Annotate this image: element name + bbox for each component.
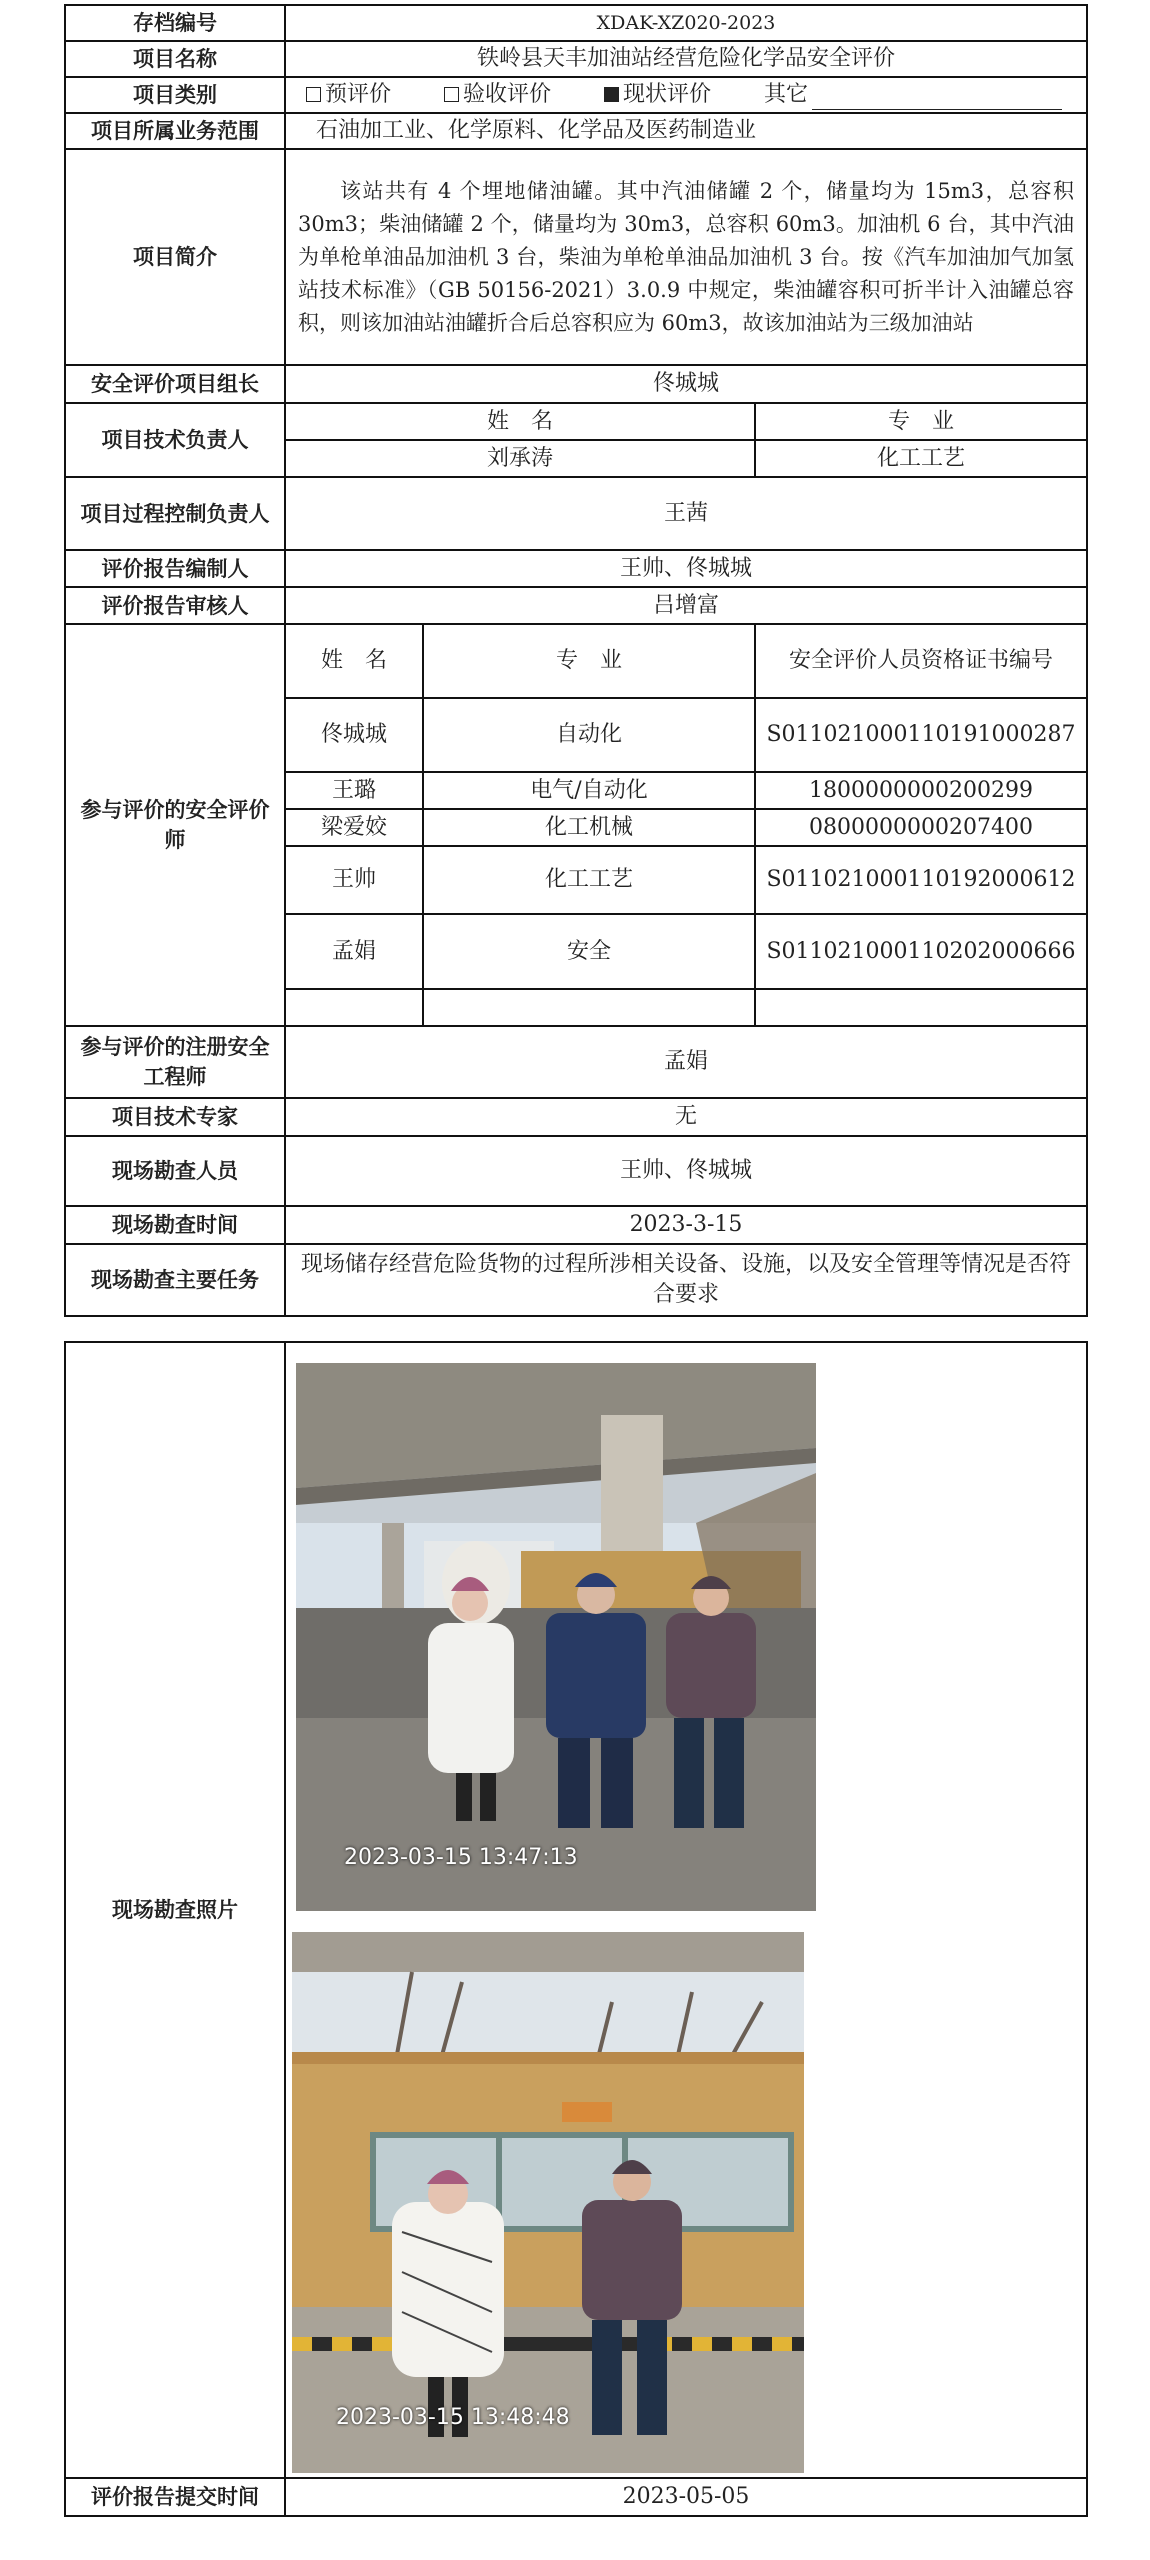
assessor-cert: 1800000000200299 [755, 772, 1087, 809]
assessor-major: 化工机械 [423, 809, 755, 846]
assessor-name: 王璐 [285, 772, 423, 809]
project-category-options [285, 77, 1087, 113]
team-leader-label: 安全评价项目组长 [65, 365, 285, 403]
reg-engineer-label: 参与评价的注册安全工程师 [65, 1026, 285, 1098]
team-leader-value: 佟城城 [285, 365, 1087, 403]
assessor-name: 王帅 [285, 846, 423, 914]
process-lead-value: 王茜 [285, 477, 1087, 550]
tech-expert-value: 无 [285, 1098, 1087, 1136]
assessor-cert [755, 914, 1087, 989]
site-photos-label: 现场勘查照片 [65, 1342, 285, 2478]
project-intro-value [285, 149, 1087, 365]
category-other-blank[interactable] [812, 89, 1062, 110]
tech-lead-name: 刘承涛 [285, 440, 755, 477]
checkbox-acceptance[interactable] [444, 87, 459, 102]
process-lead-label: 项目过程控制负责人 [65, 477, 285, 550]
site-photo-1 [296, 1363, 816, 1911]
site-photo-2-timestamp: 2023-03-15 13:48:48 [336, 2405, 570, 2430]
info-table [64, 4, 1088, 1317]
assessor-cert: 0800000000207400 [755, 809, 1087, 846]
site-time-value: 2023-3-15 [285, 1206, 1087, 1244]
project-name-label: 项目名称 [65, 41, 285, 77]
category-option-current-text: 现状评价 [623, 82, 712, 107]
site-photo-1-timestamp: 2023-03-15 13:47:13 [344, 1845, 578, 1870]
project-intro-text: 该站共有 4 个埋地储油罐。其中汽油储罐 2 个，储量均为 15m3，总容积 30m3；柴油储罐 2 个，储量均为 30m3，总容积 60m3。加油机 6 台，其中汽油为单枪单油品加油机 3 台，柴油为单枪单油品加油机 3 台。按《汽车加油加气加氢站技术标准》（GB 50156-2021）3.0.9 中规定，柴油罐容积可折半计入油罐总容积，则该加油站油罐折合后总容积应为 60m3，故该加油站为三级加油站 [298, 178, 1074, 335]
assessor-major-empty [423, 989, 755, 1026]
site-photo-1-image [296, 1363, 816, 1911]
category-option-pre-text: 预评价 [325, 82, 392, 107]
assessor-name: 佟城城 [285, 698, 423, 772]
category-option-acceptance[interactable] [444, 80, 551, 110]
site-staff-label: 现场勘查人员 [65, 1136, 285, 1206]
checkbox-pre[interactable] [306, 87, 321, 102]
assessors-header-name: 姓 名 [285, 624, 423, 698]
category-option-current[interactable] [604, 80, 711, 110]
assessor-major: 电气/自动化 [423, 772, 755, 809]
assessor-cert-text: S011021000110191000287 [766, 722, 1076, 747]
site-photos-cell [285, 1342, 1087, 2478]
assessor-cert [755, 846, 1087, 914]
project-category-label: 项目类别 [65, 77, 285, 113]
category-other [764, 82, 1062, 107]
assessor-name: 孟娟 [285, 914, 423, 989]
site-photo-2 [292, 1932, 804, 2473]
reviewer-label: 评价报告审核人 [65, 587, 285, 624]
site-time-label: 现场勘查时间 [65, 1206, 285, 1244]
project-intro-label: 项目简介 [65, 149, 285, 365]
tech-expert-label: 项目技术专家 [65, 1098, 285, 1136]
assessor-major: 安全 [423, 914, 755, 989]
assessors-header-major: 专 业 [423, 624, 755, 698]
reviewer-value: 吕增富 [285, 587, 1087, 624]
assessor-cert [755, 698, 1087, 772]
category-option-acceptance-text: 验收评价 [463, 82, 552, 107]
project-name-value: 铁岭县天丰加油站经营危险化学品安全评价 [285, 41, 1087, 77]
site-staff-value: 王帅、佟城城 [285, 1136, 1087, 1206]
archive-no-label: 存档编号 [65, 5, 285, 41]
tech-lead-major-header: 专 业 [755, 403, 1087, 440]
tech-lead-name-header: 姓 名 [285, 403, 755, 440]
compiler-label: 评价报告编制人 [65, 550, 285, 587]
assessor-cert-empty [755, 989, 1087, 1026]
tech-lead-major: 化工工艺 [755, 440, 1087, 477]
assessor-name: 梁爱姣 [285, 809, 423, 846]
assessor-cert-text: S011021000110202000666 [766, 938, 1076, 964]
category-other-label: 其它 [764, 82, 809, 107]
assessors-header-cert: 安全评价人员资格证书编号 [755, 624, 1087, 698]
archive-no-value: XDAK-XZ020-2023 [285, 5, 1087, 41]
checkbox-current[interactable] [604, 87, 619, 102]
assessor-major: 化工工艺 [423, 846, 755, 914]
assessor-cert-text: S011021000110192000612 [766, 867, 1076, 892]
business-scope-value: 石油加工业、化学原料、化学品及医药制造业 [285, 113, 1087, 149]
submit-time-value: 2023-05-05 [285, 2478, 1087, 2516]
business-scope-label: 项目所属业务范围 [65, 113, 285, 149]
tech-lead-label: 项目技术负责人 [65, 403, 285, 477]
reg-engineer-value: 孟娟 [285, 1026, 1087, 1098]
submit-time-label: 评价报告提交时间 [65, 2478, 285, 2516]
assessor-major: 自动化 [423, 698, 755, 772]
evaluation-form [64, 4, 1086, 2517]
assessor-name-empty [285, 989, 423, 1026]
assessors-label: 参与评价的安全评价师 [65, 624, 285, 1026]
site-photo-2-image [292, 1932, 804, 2473]
photos-table [64, 1341, 1088, 2517]
site-task-label: 现场勘查主要任务 [65, 1244, 285, 1316]
compiler-value: 王帅、佟城城 [285, 550, 1087, 587]
site-task-value: 现场储存经营危险货物的过程所涉相关设备、设施，以及安全管理等情况是否符合要求 [285, 1244, 1087, 1316]
category-option-pre[interactable] [306, 80, 391, 110]
